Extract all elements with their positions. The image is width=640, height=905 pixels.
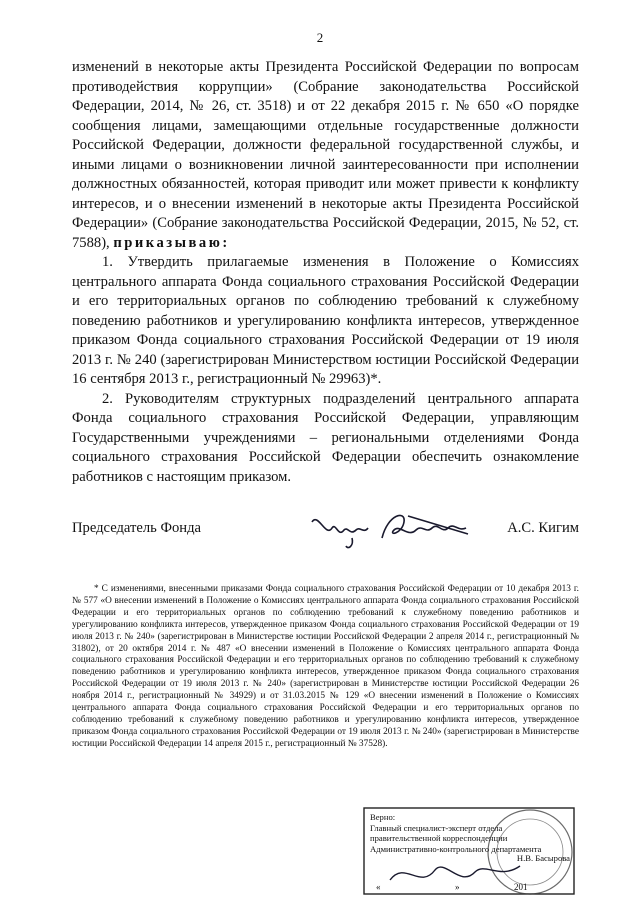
certification-label: Верно: [370,812,396,822]
certifier-name: Н.В. Басырова [516,853,570,863]
footnote [72,584,579,751]
signatory-title: Председатель Фонда [72,520,201,536]
date-open-quote: « [376,882,381,892]
page-number: 2 [316,30,324,45]
handwritten-signature [308,508,478,552]
certification-position: Главный специалист-эксперт отдела правительственной корреспонденции Административно-контрольного департамента [370,822,542,854]
paragraph-item-2: 2. Руководителям структурных подразделений центрального аппарата Фонда социального страхования Российской Федерации, управляющим Государственными учреждениями – региональными отделениями Фонда социального страхования Российской Федерации обеспечить ознакомление работников с настоящим приказом. [72,390,579,485]
date-close-quote: » [455,882,460,892]
date-year: 201 [514,882,528,892]
certification-block [370,812,570,863]
paragraph-preamble [72,58,579,253]
footnote-text: * С изменениями, внесенными приказами Фонда социального страхования Российской Федерации от 10 декабря 2013 г. № 577 «О внесении изменений в Положение о Комиссиях центрального аппарата Фонда социального страхования Российской Федерации и его территориальных органов по соблюдению требований к служебному поведению работников и урегулированию конфликта интересов, утвержденное приказом Фонда социального страхования Российской Федерации от 19 июля 2013 г. № 240» (зарегистрирован в Министерстве юстиции Российской Федерации 2 апреля 2014 г., регистрационный № 31802), от 20 октября 2014 г. № 487 «О внесении изменений в Положение о Комиссиях центрального аппарата Фонда социального страхования Российской Федерации и его территориальных органов по соблюдению требований к служебному поведению работников и урегулированию конфликта интересов, утвержденное приказом Фонда социального страхования Российской Федерации от 19 июля 2013 г. № 240» (зарегистрирован в Министерстве юстиции Российской Федерации 26 ноября 2014 г., регистрационный № 34929) и от 31.03.2015 № 129 «О внесении изменений в Положение о Комиссиях центрального аппарата Фонда социального страхования Российской Федерации и его территориальных органов по соблюдению требований к служебному поведению работников и урегулированию конфликта интересов, утвержденное приказом Фонда социального страхования Российской Федерации от 19 июля 2013 г. № 240» (зарегистрирован в Министерстве юстиции Российской Федерации 14 апреля 2015 г., регистрационный № 37528). [72,584,579,749]
paragraph-item-1: 1. Утвердить прилагаемые изменения в Положение о Комиссиях центрального аппарата Фонда социального страхования Российской Федерации и его территориальных органов по соблюдению требований к служебному поведению работников и урегулированию конфликта интересов, утвержденное приказом Фонда социального страхования Российской Федерации от 19 июля 2013 г. № 240 (зарегистрирован Министерством юстиции Российской Федерации 16 сентября 2013 г., регистрационный № 29963)*. [72,254,579,387]
signature-block [72,520,579,550]
document-body [72,58,579,487]
order-word: приказываю: [113,234,230,251]
signatory-name: А.С. Кигим [507,520,579,536]
preamble-text: изменений в некоторые акты Президента Российской Федерации по вопросам противодействия коррупции» (Собрание законодательства Российской Федерации, 2014, № 26, ст. 3518) и от 22 декабря 2015 г. № 650 «О порядке сообщения лицами, замещающими отдельные государственные должности Российской Федерации, должности федеральной государственной службы, и иными лицами о возникновении личной заинтересованности при исполнении должностных обязанностей, которая приводит или может привести к конфликту интересов, и о внесении изменений в некоторые акты Президента Российской Федерации» (Собрание законодательства Российской Федерации, 2015, № 52, ст. 7588), [72,59,579,251]
certification-date [376,882,528,892]
